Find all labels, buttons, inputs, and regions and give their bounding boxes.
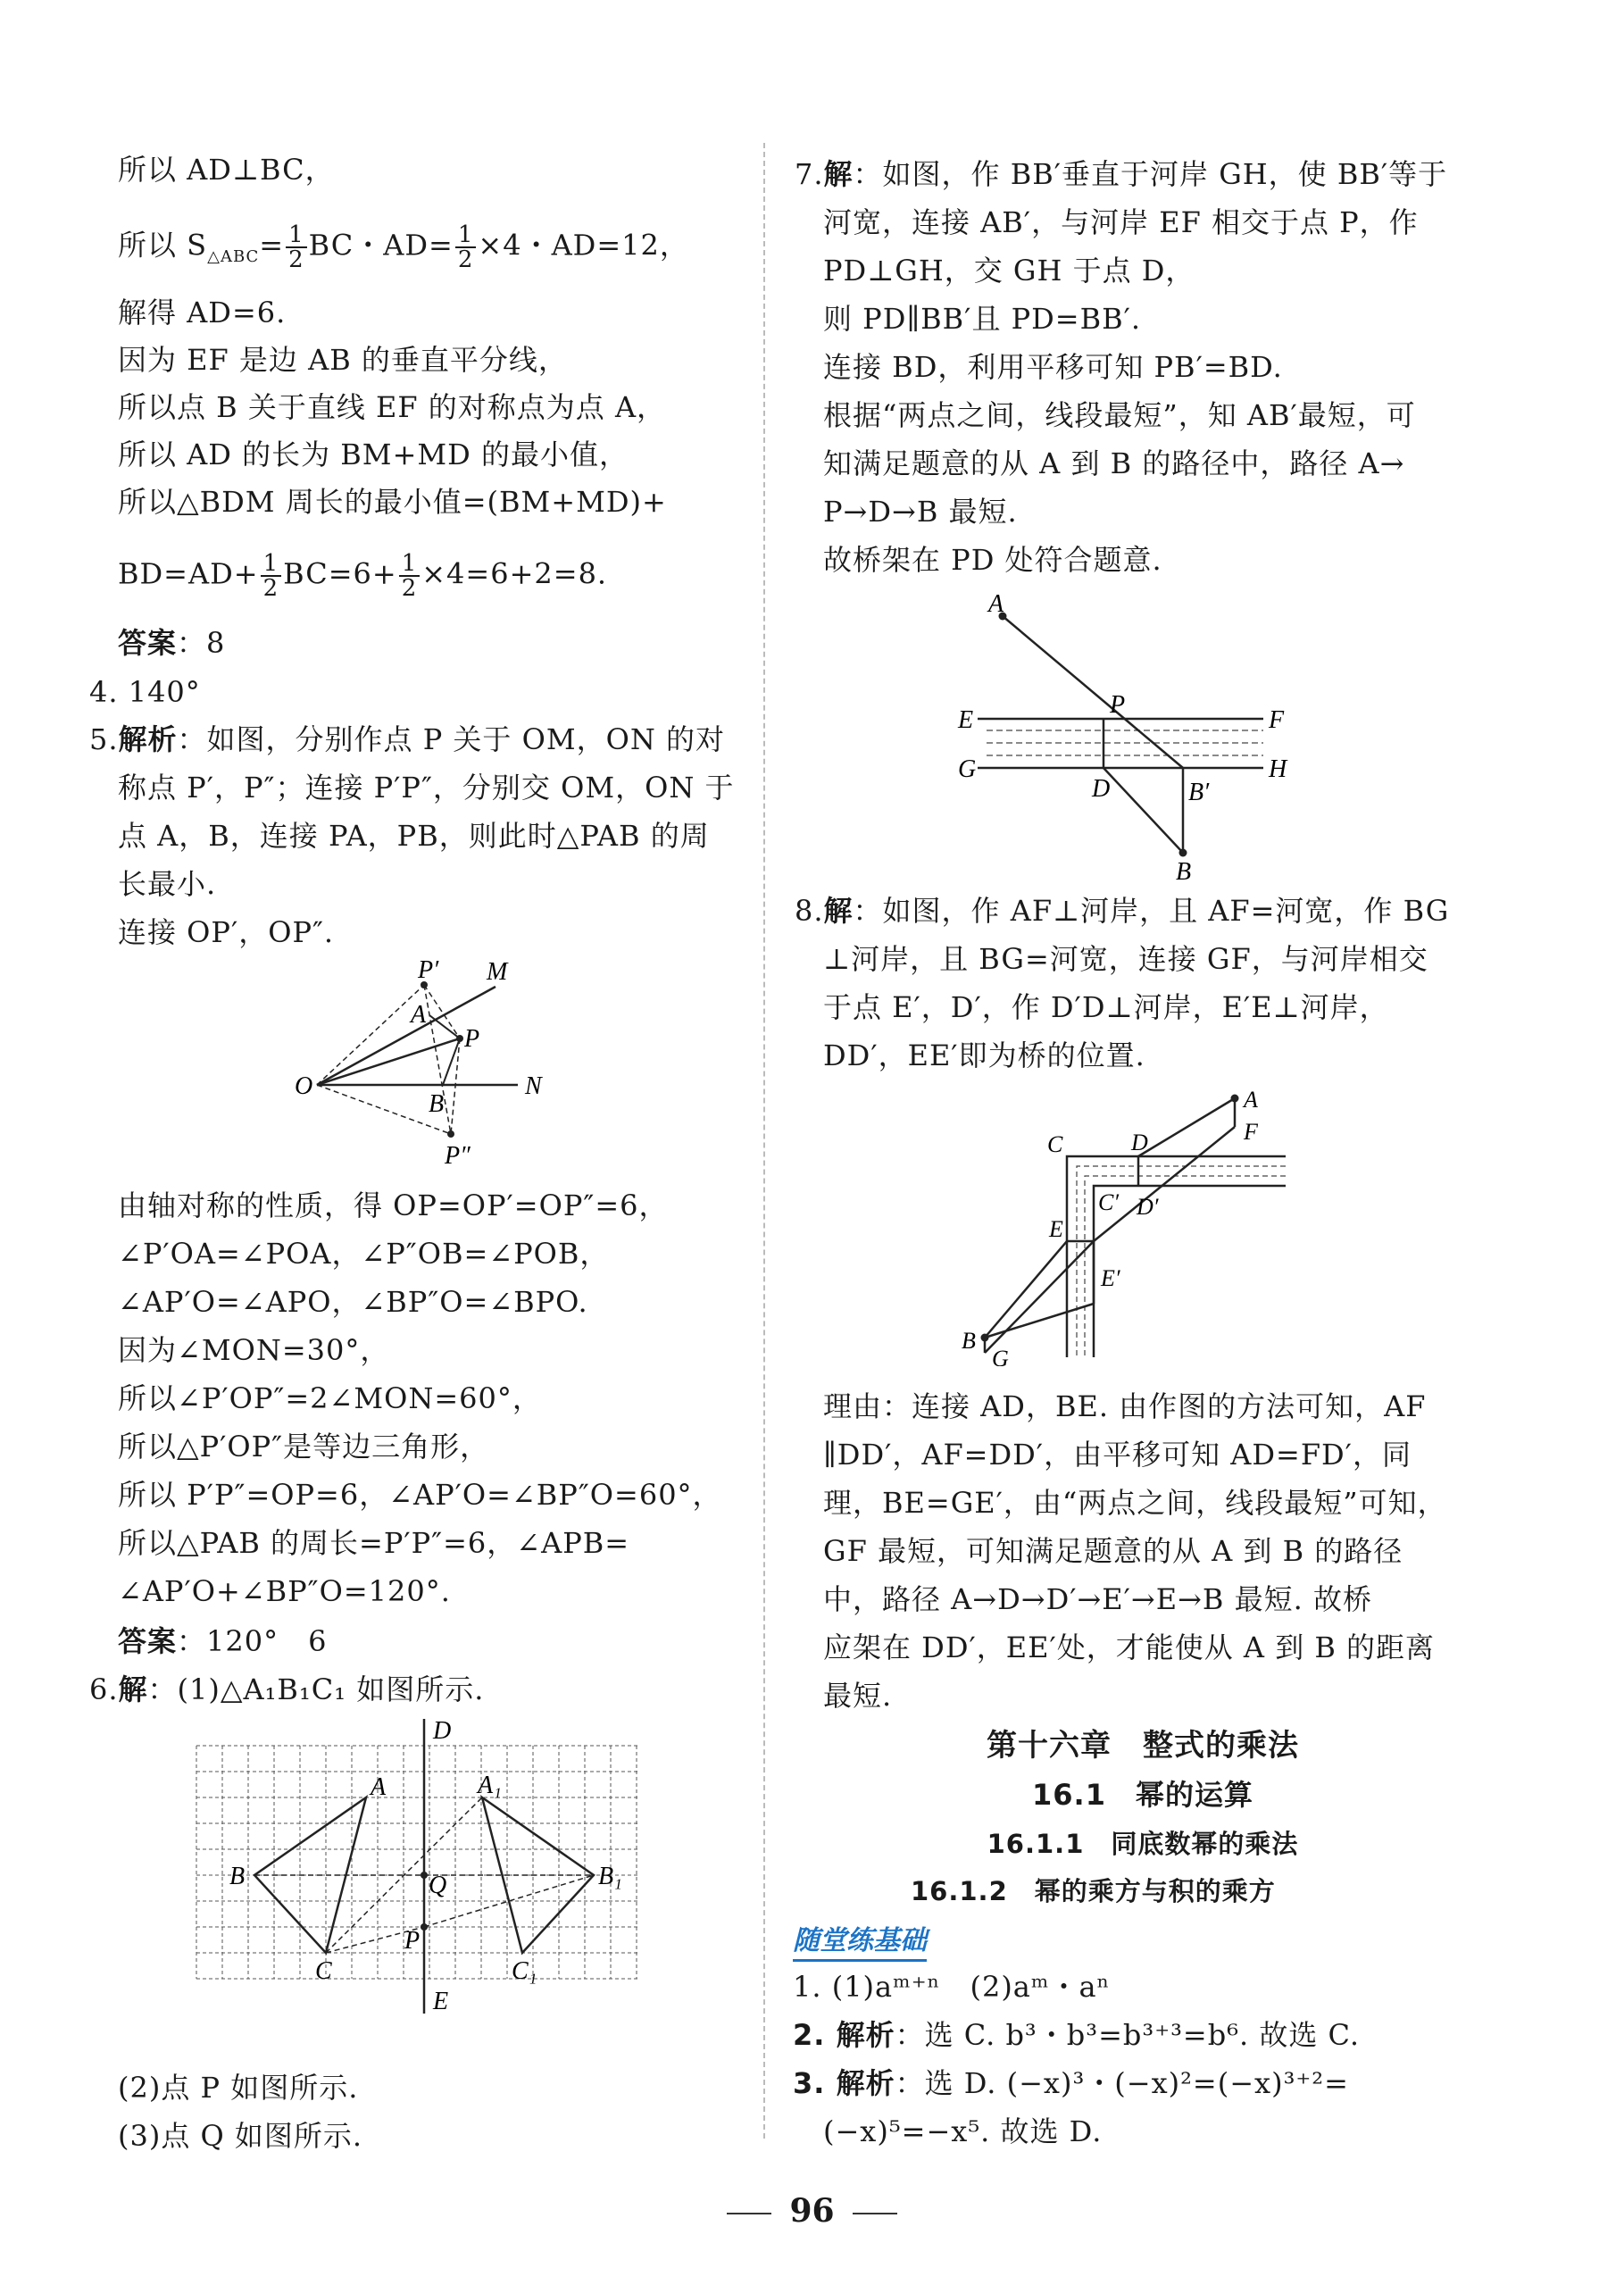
line: GF 最短，可知满足题意的从 A 到 B 的路径 (823, 1534, 1403, 1568)
label-E: E (958, 706, 974, 734)
label-E: E (433, 1988, 449, 2015)
line: DD′，EE′即为桥的位置. (823, 1038, 1145, 1072)
chapter-title: 第十六章 整式的乘法 (987, 1728, 1299, 1764)
answer-line (118, 1623, 327, 1659)
page-number (0, 2192, 1624, 2230)
label-D: D (1131, 1130, 1148, 1155)
label: 解 (823, 894, 854, 928)
figure-bridge-double (960, 1080, 1290, 1370)
label-B-prime: B′ (1188, 779, 1210, 806)
label-E-prime: E′ (1101, 1265, 1120, 1291)
label-N: N (525, 1072, 542, 1100)
label-D: D (433, 1717, 452, 1745)
line: ∠AP′O+∠BP″O=120°. (118, 1574, 451, 1608)
line: 所以△BDM 周长的最小值=(BM+MD)+ (118, 485, 667, 519)
number: 8. (795, 894, 824, 928)
line (793, 2065, 1349, 2101)
line: 应架在 DD′，EE′处，才能使从 A 到 B 的距离 (823, 1630, 1436, 1664)
numerator: 1 (261, 552, 282, 577)
line: 所以 P′P″=OP=6，∠AP′O=∠BP″O=60°， (118, 1478, 722, 1512)
label: 2. 解析 (793, 2018, 895, 2052)
line: 长最小. (118, 867, 217, 901)
line: 由轴对称的性质，得 OP=OP′=OP″=6， (118, 1188, 669, 1222)
label-P: P (464, 1025, 480, 1053)
label-C: C (315, 1957, 332, 1985)
line: 因为 EF 是边 AB 的垂直平分线， (118, 343, 568, 377)
subsection-title: 16.1.2 幂的乘方与积的乘方 (911, 1876, 1276, 1906)
figure-bridge-single (942, 589, 1299, 888)
page-number-value: 96 (789, 2192, 835, 2230)
fraction (399, 552, 421, 600)
answer-label: 答案 (118, 626, 178, 660)
label-C-prime: C′ (1098, 1189, 1120, 1215)
practice-tag: 随堂练基础 (793, 1918, 927, 1962)
line: 解得 AD=6. (118, 296, 287, 329)
label-B: B (429, 1090, 445, 1118)
answer-label: 答案 (118, 1624, 178, 1658)
fraction (261, 552, 282, 600)
line: 所以 AD⊥BC， (118, 153, 335, 187)
label-E: E (1049, 1216, 1063, 1242)
label-H: H (1269, 755, 1287, 783)
text: ：选 C. b³・b³=b³⁺³=b⁶. 故选 C. (895, 2018, 1361, 2052)
line: 最短. (823, 1679, 893, 1713)
numerator: 1 (399, 552, 421, 577)
line: 连接 BD，利用平移可知 PB′=BD. (823, 350, 1283, 384)
line: 连接 OP′，OP″. (118, 915, 335, 949)
text: ：如图，作 AF⊥河岸，且 AF=河宽，作 BG (853, 894, 1450, 928)
number: 7. (795, 157, 824, 191)
label-F: F (1269, 706, 1285, 734)
line: ∠P′OA=∠POA，∠P″OB=∠POB， (118, 1237, 610, 1271)
line: 故桥架在 PD 处符合题意. (823, 543, 1162, 577)
text: 所以 S (118, 228, 208, 263)
label-D: D (1092, 775, 1111, 803)
line: ∥DD′，AF=DD′，由平移可知 AD=FD′，同 (823, 1438, 1412, 1472)
label: 3. 解析 (793, 2066, 895, 2100)
text: ×4=6+2=8. (421, 556, 608, 591)
label-A: A (988, 590, 1004, 618)
label-M: M (487, 960, 508, 986)
text: BC=6+ (283, 556, 397, 591)
label-P-prime: P′ (418, 960, 439, 984)
line: 4. 140° (89, 675, 201, 709)
subscript: △ABC (207, 246, 260, 266)
line: P→D→B 最短. (823, 495, 1018, 529)
number: 5. (89, 722, 119, 756)
label-G: G (992, 1346, 1009, 1366)
label-B: B (962, 1328, 976, 1354)
denominator: 2 (262, 575, 279, 602)
label-C: C (1047, 1131, 1063, 1157)
text: ：选 D. (−x)³・(−x)²=(−x)³⁺²= (895, 2066, 1349, 2100)
label-P: P (1110, 691, 1126, 719)
answer-line (118, 625, 225, 661)
figure-grid-reflection (183, 1714, 647, 2022)
answer-value: ：8 (177, 626, 226, 660)
perimeter-line (118, 552, 607, 600)
text: = (259, 228, 285, 263)
numerator: 1 (455, 223, 477, 248)
line: 理由：连接 AD，BE. 由作图的方法可知，AF (823, 1389, 1427, 1423)
line: 所以点 B 关于直线 EF 的对称点为点 A， (118, 390, 667, 424)
line: 于点 E′，D′，作 D′D⊥河岸，E′E⊥河岸， (823, 990, 1389, 1024)
label-A: A (371, 1773, 387, 1801)
line: 1. (1)aᵐ⁺ⁿ (2)aᵐ・aⁿ (793, 1970, 1111, 2004)
text: ×4・AD=12， (478, 228, 689, 263)
line: (2)点 P 如图所示. (118, 2071, 359, 2105)
numerator: 1 (286, 223, 307, 248)
line: ∠AP′O=∠APO，∠BP″O=∠BPO. (118, 1285, 588, 1319)
dash (727, 2213, 771, 2214)
text: ：(1)△A₁B₁C₁ 如图所示. (147, 1672, 485, 1706)
label-B: B (229, 1863, 246, 1890)
line: 所以 AD 的长为 BM+MD 的最小值， (118, 438, 629, 471)
label-A: A (1244, 1087, 1258, 1113)
line (793, 2017, 1360, 2053)
line: (3)点 Q 如图所示. (118, 2119, 363, 2153)
label: 解 (823, 157, 854, 191)
label-P-double-prime: P″ (445, 1142, 471, 1170)
q5-heading (89, 721, 725, 757)
line: 中，路径 A→D→D′→E′→E→B 最短. 故桥 (823, 1582, 1372, 1616)
text: BC・AD= (308, 228, 454, 263)
text: BD=AD+ (118, 556, 259, 591)
fraction (455, 223, 477, 271)
denominator: 2 (457, 246, 474, 273)
q6-heading (89, 1672, 484, 1707)
q8-heading (795, 893, 1449, 929)
line: (−x)⁵=−x⁵. 故选 D. (823, 2114, 1103, 2148)
label-B1: B₁ (598, 1863, 622, 1890)
subsection-title: 16.1.1 同底数幂的乘法 (987, 1829, 1299, 1859)
fraction (286, 223, 307, 271)
label-B: B (1176, 858, 1192, 884)
area-formula-line (118, 223, 689, 275)
denominator: 2 (401, 575, 418, 602)
dash (853, 2213, 897, 2214)
column-divider (763, 143, 765, 2139)
label-Q: Q (429, 1872, 447, 1899)
line: ⊥河岸，且 BG=河宽，连接 GF，与河岸相交 (823, 942, 1428, 976)
line: 所以∠P′OP″=2∠MON=60°， (118, 1381, 542, 1415)
denominator: 2 (288, 246, 304, 273)
line: 知满足题意的从 A 到 B 的路径中，路径 A→ (823, 446, 1405, 480)
label-A: A (411, 1001, 427, 1029)
line: 因为∠MON=30°， (118, 1333, 390, 1367)
label: 解 (118, 1672, 148, 1706)
label: 解析 (118, 722, 178, 756)
section-title: 16.1 幂的运算 (1032, 1778, 1253, 1812)
label-P: P (404, 1927, 421, 1955)
text: ：如图，分别作点 P 关于 OM，ON 的对 (177, 722, 726, 756)
line: PD⊥GH，交 GH 于点 D， (823, 254, 1195, 288)
line: 根据“两点之间，线段最短”，知 AB′最短，可 (823, 398, 1416, 432)
line: 则 PD∥BB′且 PD=BB′. (823, 302, 1142, 336)
label-F: F (1244, 1119, 1258, 1145)
label-O: O (295, 1072, 313, 1100)
line: 所以△P′OP″是等边三角形， (118, 1430, 490, 1464)
label-C1: C₁ (512, 1957, 537, 1985)
q7-heading (795, 156, 1447, 192)
line: 点 A，B，连接 PA，PB，则此时△PAB 的周 (118, 819, 710, 853)
line: 河宽，连接 AB′，与河岸 EF 相交于点 P，作 (823, 205, 1419, 239)
line: 称点 P′，P″；连接 P′P″，分别交 OM，ON 于 (118, 771, 735, 805)
label-G: G (958, 755, 977, 783)
figure-axial-symmetry (277, 960, 562, 1173)
answer-value: ：120° 6 (177, 1624, 328, 1658)
label-A1: A₁ (478, 1772, 502, 1799)
number: 6. (89, 1672, 119, 1706)
text: ：如图，作 BB′垂直于河岸 GH，使 BB′等于 (853, 157, 1448, 191)
label-D-prime: D′ (1137, 1194, 1159, 1220)
line: 所以△PAB 的周长=P′P″=6，∠APB= (118, 1526, 630, 1560)
line: 理，BE=GE′，由“两点之间，线段最短”可知， (823, 1486, 1447, 1520)
